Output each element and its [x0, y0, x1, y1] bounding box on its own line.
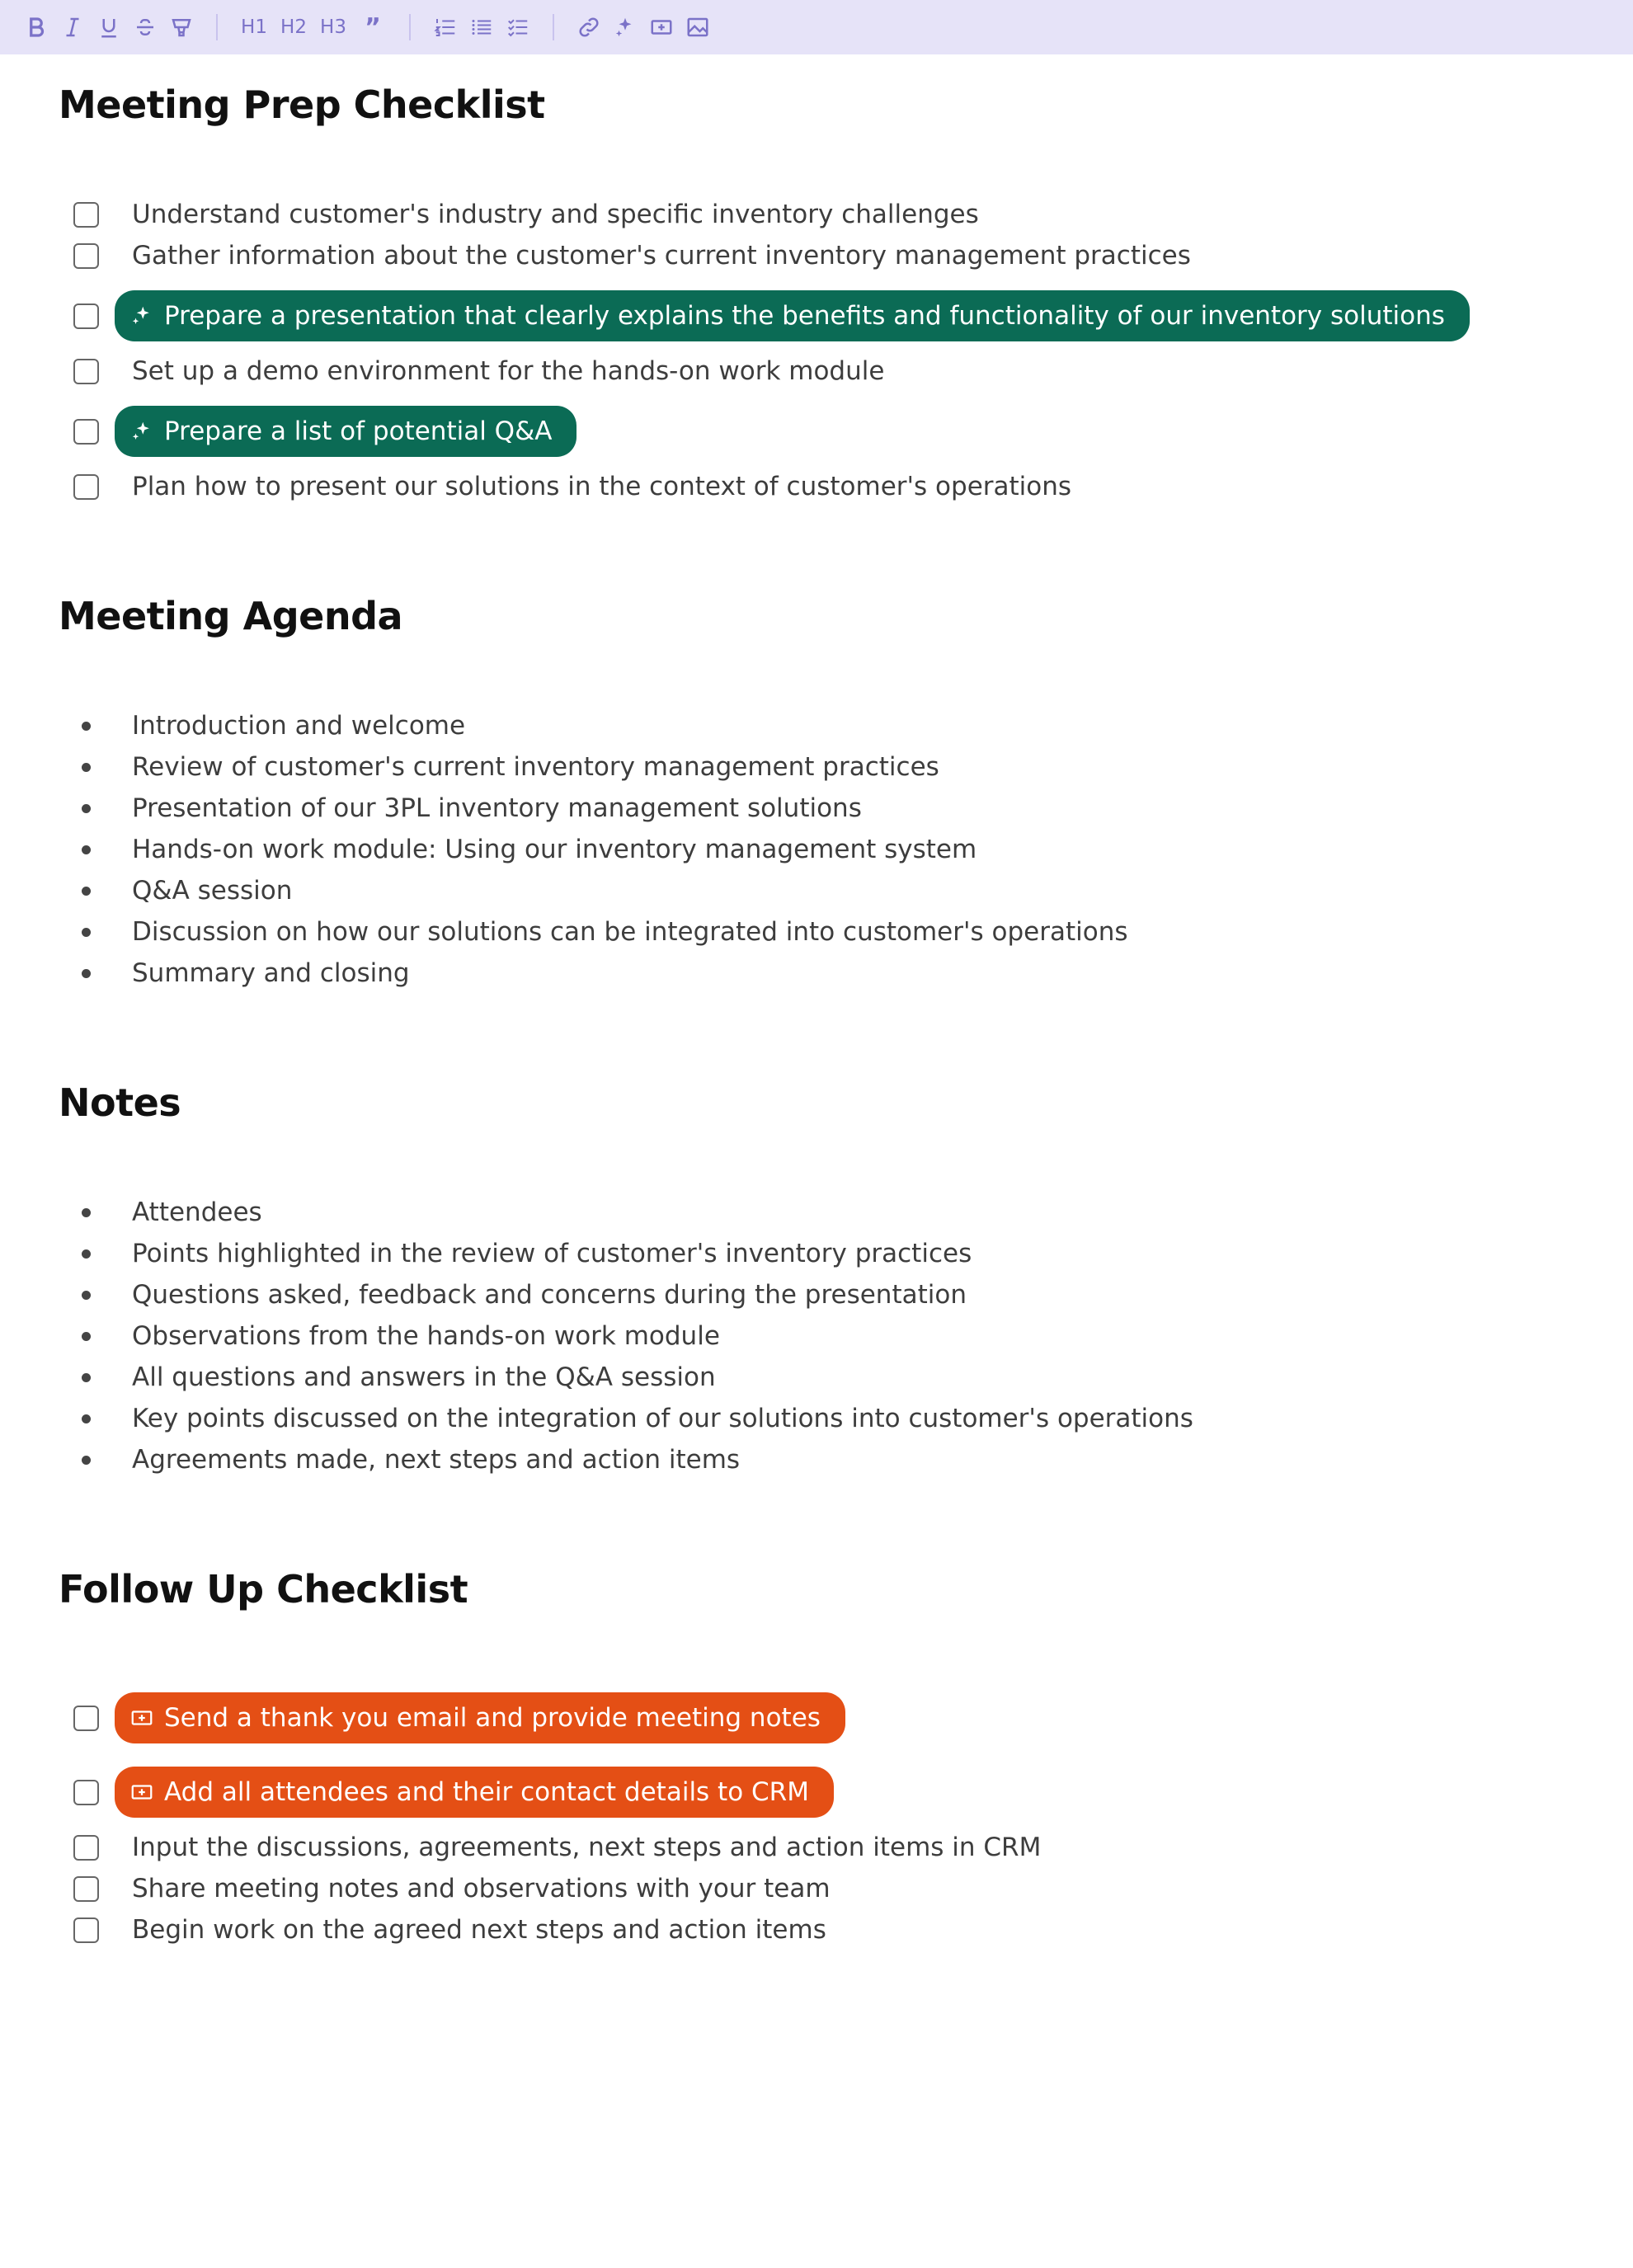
ai-suggestion-text: Prepare a list of potential Q&A [164, 416, 553, 446]
section-title-agenda: Meeting Agenda [59, 594, 403, 638]
list-item [59, 1274, 1543, 1315]
list-item-text: Discussion on how our solutions can be integrated into customer's operations [132, 917, 1128, 947]
action-item-chip[interactable] [115, 1767, 834, 1818]
checklist-item [59, 1827, 1543, 1868]
list-item-text: Key points discussed on the integration of our solutions into customer's operations [132, 1404, 1193, 1433]
checklist-item [59, 406, 1543, 457]
highlighter-icon[interactable] [163, 9, 200, 45]
heading-3-button[interactable]: H3 [320, 16, 346, 38]
bullet [82, 1414, 91, 1423]
bullet [82, 804, 91, 813]
list-item-text: Points highlighted in the review of customer's inventory practices [132, 1239, 972, 1268]
list-item [59, 1192, 1543, 1233]
list-item-text: Agreements made, next steps and action items [132, 1445, 741, 1475]
checklist-item [59, 1767, 1543, 1818]
checklist-item [59, 194, 1543, 235]
bullet [82, 763, 91, 772]
image-icon[interactable] [680, 9, 716, 45]
checkbox[interactable] [73, 202, 99, 228]
insert-block-icon [128, 1704, 156, 1732]
list-item [59, 705, 1543, 746]
checkbox[interactable] [73, 1876, 99, 1902]
list-item-text: Review of customer's current inventory management practices [132, 752, 939, 782]
list-item [59, 829, 1543, 870]
bullet [82, 928, 91, 937]
checklist-item-text: Input the discussions, agreements, next steps and action items in CRM [132, 1833, 1042, 1862]
list-item-text: Hands-on work module: Using our inventory management system [132, 835, 977, 864]
insert-block-icon [128, 1778, 156, 1806]
checkbox[interactable] [73, 419, 99, 445]
toolbar-divider [216, 14, 218, 40]
checklist-item [59, 1868, 1543, 1909]
list-item [59, 1439, 1543, 1480]
checklist-item-text: Plan how to present our solutions in the context of customer's operations [132, 472, 1072, 501]
action-item-text: Send a thank you email and provide meeting notes [164, 1703, 821, 1733]
checklist-item [59, 351, 1543, 392]
list-item-text: Attendees [132, 1198, 262, 1227]
list-item [59, 911, 1543, 953]
sparkle-icon [128, 302, 156, 330]
bullet [82, 1208, 91, 1217]
list-item [59, 870, 1543, 911]
checkbox[interactable] [73, 1706, 99, 1731]
toolbar-divider [409, 14, 411, 40]
bullet [82, 1332, 91, 1341]
list-item-text: Introduction and welcome [132, 711, 466, 741]
bullet [82, 969, 91, 978]
checklist-item-text: Begin work on the agreed next steps and action items [132, 1915, 826, 1945]
action-item-text: Add all attendees and their contact details to CRM [164, 1777, 809, 1807]
ai-suggestion-chip[interactable] [115, 406, 576, 457]
checklist-item-text: Gather information about the customer's current inventory management practices [132, 241, 1191, 271]
bold-icon[interactable] [18, 9, 54, 45]
checklist-item [59, 1909, 1543, 1950]
list-item-text: Q&A session [132, 876, 293, 906]
bullet [82, 887, 91, 896]
formatting-toolbar [0, 0, 1633, 54]
heading-1-button[interactable]: H1 [241, 16, 267, 38]
ai-sparkle-icon[interactable] [607, 9, 643, 45]
ai-suggestion-text: Prepare a presentation that clearly explains the benefits and functionality of our inventory solutions [164, 301, 1445, 331]
checklist-item-text: Set up a demo environment for the hands-on work module [132, 356, 885, 386]
list-item-text: All questions and answers in the Q&A session [132, 1362, 716, 1392]
checkbox[interactable] [73, 1780, 99, 1805]
checkbox[interactable] [73, 1917, 99, 1943]
list-item [59, 1315, 1543, 1357]
bullet [82, 1249, 91, 1259]
checkbox[interactable] [73, 359, 99, 384]
bullet-list-icon[interactable] [464, 9, 500, 45]
toolbar-divider [553, 14, 554, 40]
ai-suggestion-chip[interactable] [115, 290, 1470, 341]
bullet [82, 1291, 91, 1300]
list-item [59, 788, 1543, 829]
list-item [59, 953, 1543, 994]
section-title-prep: Meeting Prep Checklist [59, 82, 545, 127]
list-item [59, 1357, 1543, 1398]
bullet [82, 845, 91, 854]
checkbox[interactable] [73, 1835, 99, 1861]
checkbox[interactable] [73, 303, 99, 329]
checklist-icon[interactable] [500, 9, 536, 45]
underline-icon[interactable] [91, 9, 127, 45]
list-item-text: Presentation of our 3PL inventory management solutions [132, 793, 862, 823]
checklist-item [59, 1692, 1543, 1743]
list-item-text: Observations from the hands-on work module [132, 1321, 720, 1351]
action-item-chip[interactable] [115, 1692, 845, 1743]
checklist-item [59, 235, 1543, 276]
bullet [82, 722, 91, 731]
insert-block-icon[interactable] [643, 9, 680, 45]
list-item [59, 1398, 1543, 1439]
heading-2-button[interactable]: H2 [280, 16, 307, 38]
checklist-item [59, 466, 1543, 507]
list-item-text: Summary and closing [132, 958, 410, 988]
list-item [59, 1233, 1543, 1274]
bullet [82, 1373, 91, 1382]
quote-button[interactable]: ” [365, 12, 381, 42]
checkbox[interactable] [73, 243, 99, 269]
sparkle-icon [128, 417, 156, 445]
section-title-notes: Notes [59, 1080, 181, 1125]
list-item-text: Questions asked, feedback and concerns during the presentation [132, 1280, 967, 1310]
list-item [59, 746, 1543, 788]
strikethrough-icon[interactable] [127, 9, 163, 45]
link-icon[interactable] [571, 9, 607, 45]
checklist-item-text: Understand customer's industry and specific inventory challenges [132, 200, 979, 229]
italic-icon[interactable] [54, 9, 91, 45]
ordered-list-icon[interactable] [427, 9, 464, 45]
checklist-item [59, 290, 1543, 341]
checklist-item-text: Share meeting notes and observations with your team [132, 1874, 831, 1903]
bullet [82, 1456, 91, 1465]
checkbox[interactable] [73, 474, 99, 500]
section-title-followup: Follow Up Checklist [59, 1567, 468, 1612]
